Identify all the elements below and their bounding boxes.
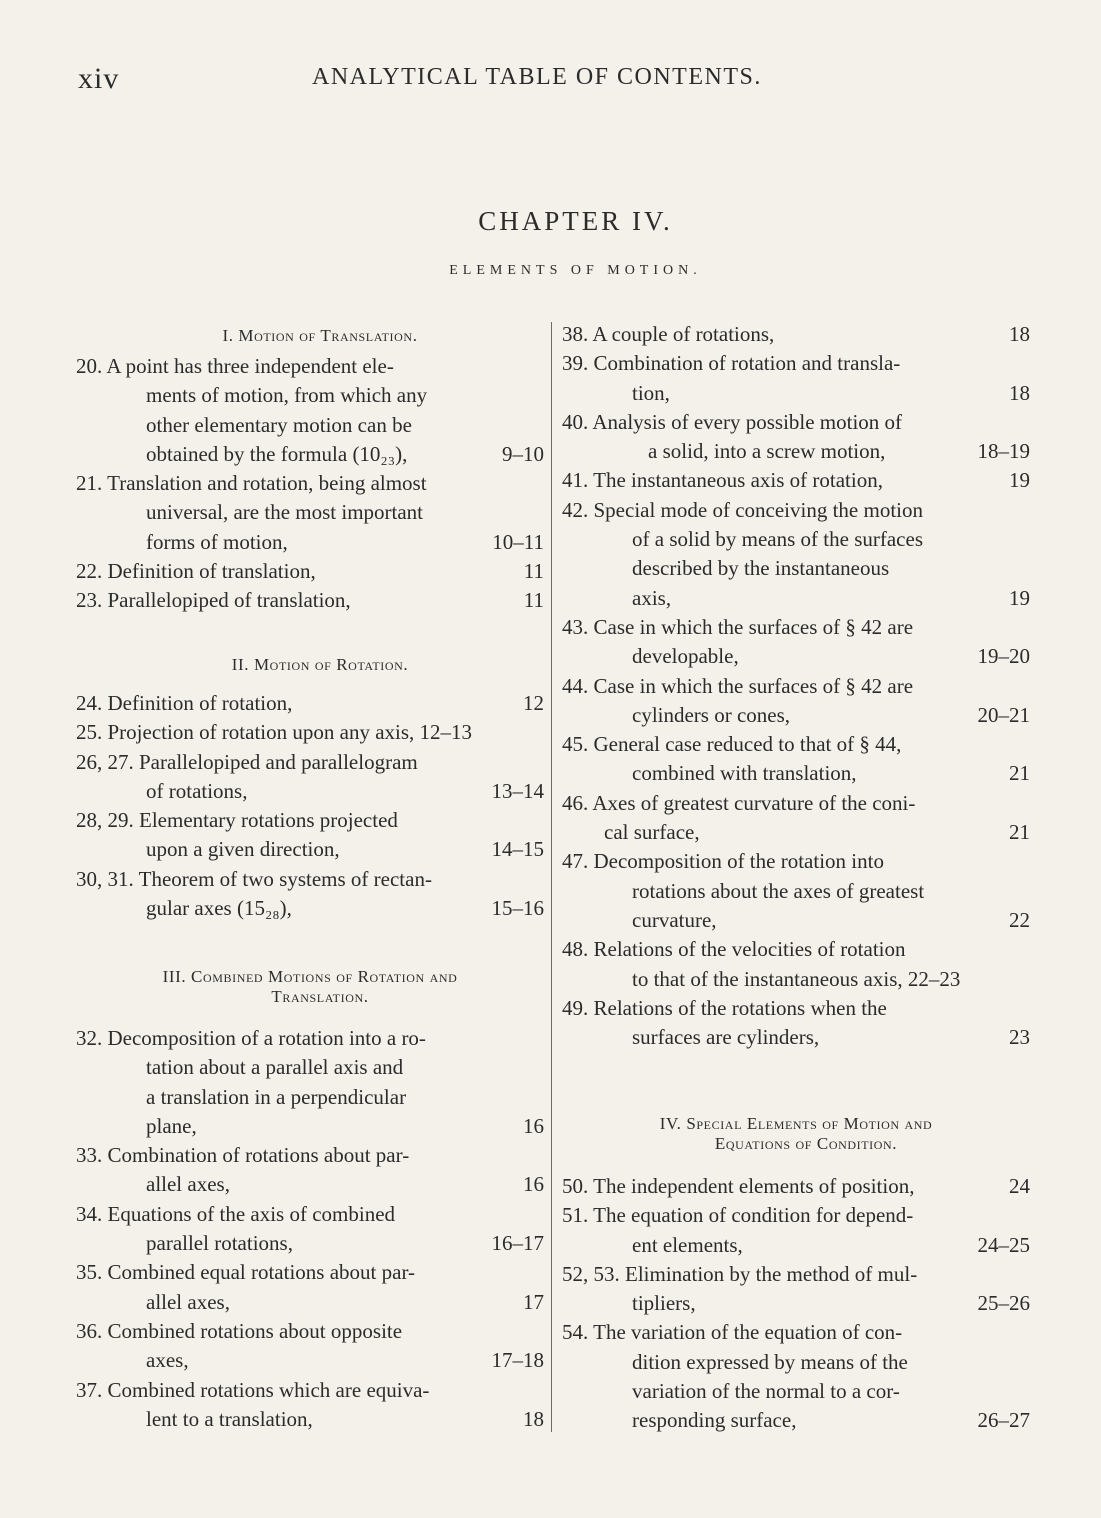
entry-line: universal, are the most important xyxy=(146,500,424,525)
page-ref: 18–19 xyxy=(977,439,1030,464)
entry-line: 41. The instantaneous axis of rotation, 19 xyxy=(562,466,1030,495)
entry-line: 47. Decomposition of the rotation into xyxy=(562,849,884,874)
section-heading: Equations of Condition. xyxy=(714,1134,898,1153)
entry-line: curvature, 22 xyxy=(562,906,1030,935)
entry-line: 36. Combined rotations about opposite xyxy=(76,1318,403,1343)
entry-line: described by the instantaneous xyxy=(632,556,890,581)
entry-line: axes, 17–18 xyxy=(76,1346,544,1375)
entry-line: dition expressed by means of the xyxy=(632,1349,908,1374)
entry-line: forms of motion, 10–11 xyxy=(76,528,544,557)
toc-entry xyxy=(562,320,1030,1052)
page-ref: 18 xyxy=(1009,322,1030,346)
entry-line: tion, 18 xyxy=(562,379,1030,408)
entry-line: of a solid by means of the surfaces xyxy=(632,527,923,552)
entry-line: 32. Decomposition of a rotation into a ro- xyxy=(76,1026,426,1050)
page-ref: 12 xyxy=(523,691,544,715)
section-heading-wrap xyxy=(76,655,544,675)
entry-line: a translation in a perpendicular xyxy=(146,1084,407,1109)
entry-line: axis, 19 xyxy=(562,584,1030,613)
left-column xyxy=(76,326,544,346)
entry-line: other elementary motion can be xyxy=(146,412,412,437)
toc-entry xyxy=(562,1172,1030,1436)
entry-line: parallel rotations, 16–17 xyxy=(76,1229,544,1258)
entry-line: obtained by the formula (10₂₃), 9–10 xyxy=(76,440,544,469)
section-heading: II. Motion of Rotation. xyxy=(231,655,409,674)
section-heading-wrap xyxy=(76,967,544,1007)
page-ref: 22 xyxy=(1009,907,1030,932)
page-ref: 26–27 xyxy=(977,1408,1030,1433)
page-ref: 17–18 xyxy=(491,1348,544,1373)
page-ref: 19 xyxy=(1009,468,1030,493)
entry-line: plane, 16 xyxy=(76,1112,544,1141)
entry-line: 46. Axes of greatest curvature of the coni- xyxy=(562,790,916,815)
entry-line: 39. Combination of rotation and transla- xyxy=(562,351,901,376)
entry-line: lent to a translation, 18 xyxy=(76,1405,544,1434)
page-ref: 21 xyxy=(1009,761,1030,786)
entry-line: tation about a parallel axis and xyxy=(146,1055,404,1080)
page-ref: 11 xyxy=(523,588,544,613)
page-ref: 13–14 xyxy=(491,778,544,803)
section-heading: IV. Special Elements of Motion and xyxy=(659,1114,933,1133)
page-ref: 25–26 xyxy=(977,1291,1030,1316)
entry-line: 48. Relations of the velocities of rotation xyxy=(562,937,906,962)
entry-line: 49. Relations of the rotations when the xyxy=(562,995,887,1020)
page-ref: 16–17 xyxy=(491,1231,544,1256)
entry-line: 34. Equations of the axis of combined xyxy=(76,1201,396,1226)
page-ref: 10–11 xyxy=(492,529,544,554)
entry-line: 23. Parallelopiped of translation, 11 xyxy=(76,586,544,615)
entry-line: gular axes (15₂₈), 15–16 xyxy=(76,894,544,923)
entry-line: cylinders or cones, 20–21 xyxy=(562,701,1030,730)
section-heading: Translation. xyxy=(271,987,369,1006)
entry-line: allel axes, 16 xyxy=(76,1170,544,1199)
page-ref: 16 xyxy=(523,1113,544,1138)
entry-line: to that of the instantaneous axis, 22–23 xyxy=(632,966,961,991)
page-ref: 9–10 xyxy=(502,441,544,466)
entry-line: responding surface, 26–27 xyxy=(562,1406,1030,1435)
chapter-title: CHAPTER IV. xyxy=(478,206,673,236)
page-ref: 17 xyxy=(523,1289,544,1314)
page-ref: 16 xyxy=(523,1172,544,1197)
page-ref: 21 xyxy=(1009,820,1030,845)
entry-line: tipliers, 25–26 xyxy=(562,1289,1030,1318)
entry-line: 30, 31. Theorem of two systems of rectan- xyxy=(76,866,432,891)
page-ref: 15–16 xyxy=(491,896,544,921)
entry-line: 42. Special mode of conceiving the motion xyxy=(562,497,923,522)
entry-line: variation of the normal to a cor- xyxy=(632,1379,900,1404)
section-heading-wrap xyxy=(562,1114,1030,1154)
entry-line: 51. The equation of condition for depend- xyxy=(562,1203,914,1228)
entry-line: allel axes, 17 xyxy=(76,1288,544,1317)
entry-line: cal surface, 21 xyxy=(562,818,1030,847)
page-ref: 14–15 xyxy=(491,837,544,862)
entry-line: 21. Translation and rotation, being almost xyxy=(76,471,427,496)
entry-line: 52, 53. Elimination by the method of mul- xyxy=(562,1261,918,1286)
section-heading: III. Combined Motions of Rotation and xyxy=(162,967,458,986)
page-ref: 19–20 xyxy=(977,644,1030,669)
entry-line: 50. The independent elements of position, 24 xyxy=(562,1172,1030,1201)
entry-line: 45. General case reduced to that of § 44, xyxy=(562,732,902,757)
entry-line: surfaces are cylinders, 23 xyxy=(562,1023,1030,1052)
page-ref: 19 xyxy=(1009,585,1030,610)
entry-line: combined with translation, 21 xyxy=(562,759,1030,788)
entry-line: a solid, into a screw motion, 18–19 xyxy=(562,437,1030,466)
entry-line: 44. Case in which the surfaces of § 42 are xyxy=(562,673,914,698)
entry-line: of rotations, 13–14 xyxy=(76,777,544,806)
toc-entry xyxy=(76,689,544,923)
entry-line: 37. Combined rotations which are equiva- xyxy=(76,1377,430,1402)
entry-line: ments of motion, from which any xyxy=(146,383,428,408)
page-ref: 11 xyxy=(523,559,544,584)
toc-entry xyxy=(76,352,544,616)
page-ref: 18 xyxy=(523,1406,544,1431)
entry-line: 38. A couple of rotations, 18 xyxy=(562,320,1030,349)
page-ref: 24 xyxy=(1009,1174,1030,1198)
entry-line: 43. Case in which the surfaces of § 42 are xyxy=(562,614,914,639)
section-heading: I. Motion of Translation. xyxy=(222,326,418,345)
entry-line: 26, 27. Parallelopiped and parallelogram xyxy=(76,749,418,774)
entry-line: ent elements, 24–25 xyxy=(562,1231,1030,1260)
running-title: ANALYTICAL TABLE OF CONTENTS. xyxy=(312,64,762,90)
entry-line: 20. A point has three independent ele- xyxy=(76,354,394,378)
page-ref: 18 xyxy=(1009,380,1030,405)
entry-line: 28, 29. Elementary rotations projected xyxy=(76,808,398,833)
page-ref: 20–21 xyxy=(977,702,1030,727)
entry-line: 40. Analysis of every possible motion of xyxy=(562,409,903,434)
column-divider xyxy=(551,322,552,1432)
entry-line: developable, 19–20 xyxy=(562,642,1030,671)
chapter-subtitle: ELEMENTS OF MOTION. xyxy=(449,263,702,278)
entry-line: 24. Definition of rotation, 12 xyxy=(76,689,544,718)
entry-line: 54. The variation of the equation of con- xyxy=(562,1320,903,1345)
entry-line: 22. Definition of translation, 11 xyxy=(76,557,544,586)
entry-line: rotations about the axes of greatest xyxy=(632,878,925,903)
page-number: xiv xyxy=(78,62,120,95)
page-ref: 24–25 xyxy=(977,1232,1030,1257)
page-ref: 23 xyxy=(1009,1025,1030,1050)
entry-line: 25. Projection of rotation upon any axis, 12–13 xyxy=(76,720,473,745)
entry-line: 35. Combined equal rotations about par- xyxy=(76,1260,416,1285)
entry-line: 33. Combination of rotations about par- xyxy=(76,1143,410,1168)
entry-line: upon a given direction, 14–15 xyxy=(76,835,544,864)
toc-entry xyxy=(76,1024,544,1434)
